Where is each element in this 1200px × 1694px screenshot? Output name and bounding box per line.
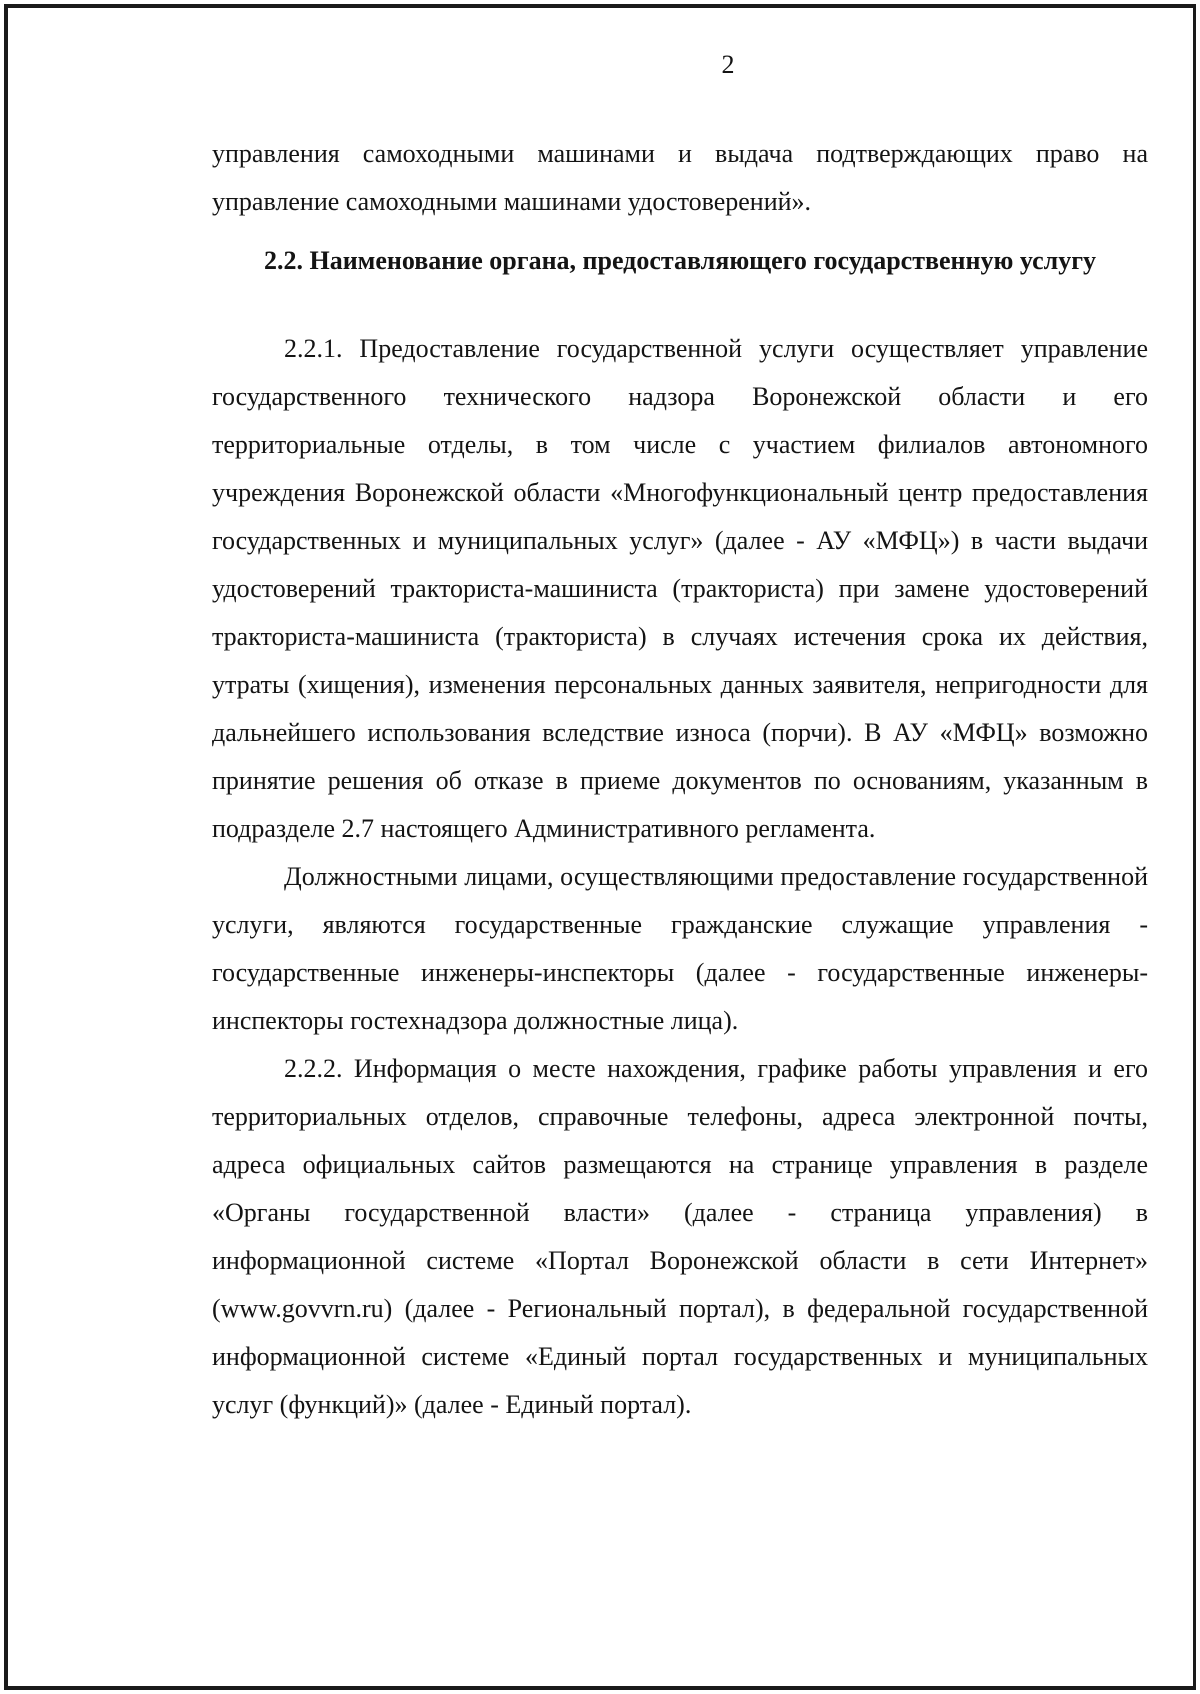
paragraph-2-2-1: 2.2.1. Предоставление государственной услуги осуществляет управление государственного технического надзора Воронежской области и его территориальные отделы, в том числе с участием филиалов автономного учреждения Воронежской области «Многофункциональный центр предоставления государственных и муниципальных услуг» (далее - АУ «МФЦ») в части выдачи удостоверений тракториста-машиниста (тракториста) при замене удостоверений тракториста-машиниста (тракториста) в случаях истечения срока их действия, утраты (хищения), изменения персональных данных заявителя, непригодности для дальнейшего использования вследствие износа (порчи). В АУ «МФЦ» возможно принятие решения об отказе в приеме документов по основаниям, указанным в подразделе 2.7 настоящего Административного регламента.	[212, 334, 1148, 843]
paragraph-2-2-2: 2.2.2. Информация о месте нахождения, графике работы управления и его территориальных отделов, справочные телефоны, адреса электронной почты, адреса официальных сайтов размещаются на странице управления в разделе «Органы государственной власти» (далее - страница управления) в информационной системе «Портал Воронежской области в сети Интернет» (www.govvrn.ru) (далее - Региональный портал), в федеральной государственной информационной системе «Единый портал государственных и муниципальных услуг (функций)» (далее - Единый портал).	[212, 1054, 1148, 1419]
document-body	[212, 50, 1148, 1429]
section-heading: 2.2. Наименование органа, предоставляющего государственную услугу	[263, 246, 1097, 275]
paragraph-officials: Должностными лицами, осуществляющими предоставление государственной услуги, являются государственные гражданские служащие управления - государственные инженеры-инспекторы (далее - государственные инженеры-инспекторы гостехнадзора должностные лица).	[212, 862, 1148, 1035]
page-number: 2	[721, 50, 735, 79]
document-page	[4, 4, 1196, 1690]
paragraph-continuation: управления самоходными машинами и выдача подтверждающих право на управление самоходными машинами удостоверений».	[212, 139, 1148, 216]
